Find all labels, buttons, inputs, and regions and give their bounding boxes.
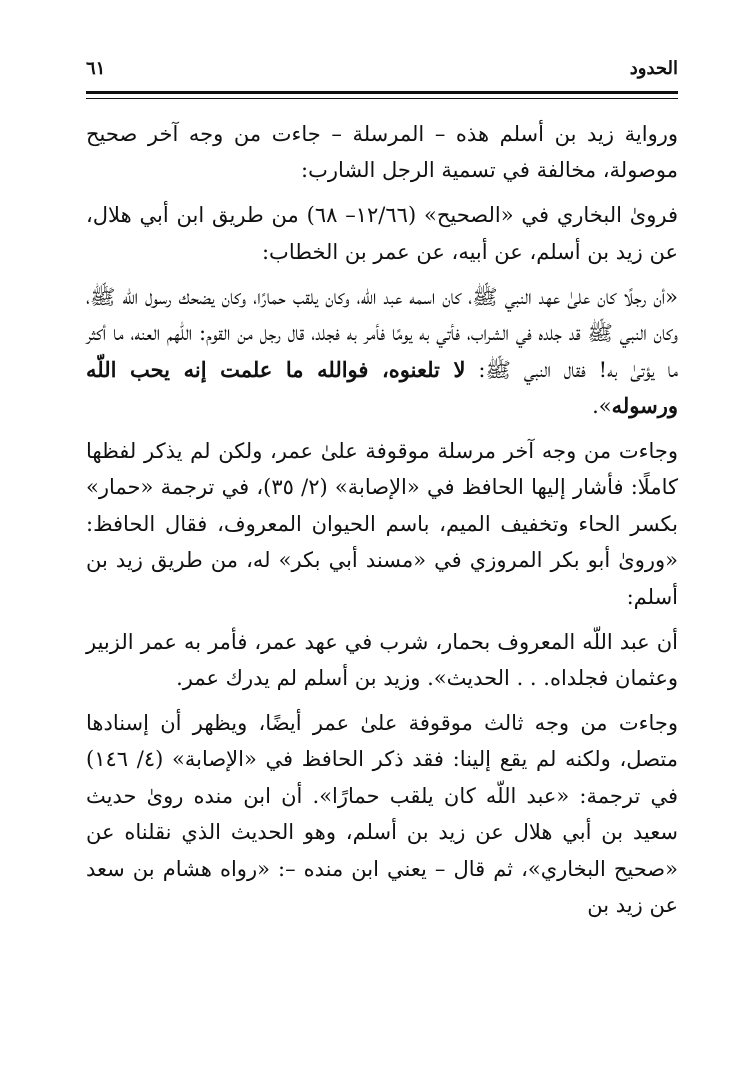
running-title: الحدود — [629, 58, 678, 79]
header-rule-thick — [86, 91, 678, 94]
paragraph-6 — [86, 705, 678, 923]
paragraph-3-bold-quote: لا تلعنوه، فوالله ما علمت إنه يحب اللّه ورسوله — [86, 356, 678, 419]
paragraph-5-text: أن عبد اللّه المعروف بحمار، شرب في عهد عمر، فأمر به عمر الزبير وعثمان فجلداه. . . الحديث». وزيد بن أسلم لم يدرك عمر. — [86, 629, 678, 691]
body-text — [86, 116, 678, 932]
paragraph-2 — [86, 197, 678, 270]
header-rule-thin — [86, 98, 678, 99]
paragraph-1-text: ورواية زيد بن أسلم هذه – المرسلة – جاءت من وجه آخر صحيح موصولة، مخالفة في تسمية الرجل الشارب: — [86, 122, 678, 183]
paragraph-3-text: «أن رجلًا كان علىٰ عهد النبي ﷺ، كان اسمه عبد اللّه، وكان يلقب حمارًا، وكان يضحك رسول اللّه ﷺ، وكان النبي ﷺ قد جلده في الشراب، فأتي به يومًا فأمر به فجلد، قال رجل من القوم: اللّٰهم العنه، ما أكثر ما يؤتىٰ به! فقال النبي ﷺ: — [86, 284, 678, 382]
paragraph-2-text: فروىٰ البخاري في «الصحيح» (١٢/٦٦– ٦٨) من طريق ابن أبي هلال، عن زيد بن أسلم، عن أبيه، عن عمر بن الخطاب: — [86, 203, 678, 264]
page-header — [86, 52, 678, 88]
page-number: ٦١ — [86, 58, 106, 79]
paragraph-3-hadith — [86, 279, 678, 425]
paragraph-1 — [86, 116, 678, 189]
paragraph-6-text: وجاءت من وجه ثالث موقوفة علىٰ عمر أيضًا، ويظهر أن إسنادها متصل، ولكنه لم يقع إلينا: فقد ذكر الحافظ في «الإصابة» (٤/ ١٤٦) في ترجمة: «عبد اللّه كان يلقب حمارًا». أن ابن منده روىٰ حديث سعيد بن أبي هلال عن زيد بن أسلم، وهو الحديث الذي نقلناه عن «صحيح البخاري»، ثم قال – يعني ابن منده –: «رواه هشام بن سعد عن زيد بن — [86, 711, 678, 918]
paragraph-5 — [86, 624, 678, 697]
paragraph-4 — [86, 433, 678, 615]
paragraph-4-text: وجاءت من وجه آخر مرسلة موقوفة علىٰ عمر، ولكن لم يذكر لفظها كاملًا: فأشار إليها الحافظ في «الإصابة» (٢/ ٣٥)، في ترجمة «حمار» بكسر الحاء وتخفيف الميم، باسم الحيوان المعروف، فقال الحافظ: «وروىٰ أبو بكر المروزي في «مسند أبي بكر» له، من طريق زيد بن أسلم: — [86, 439, 678, 609]
paragraph-3-tail: ». — [592, 394, 612, 419]
